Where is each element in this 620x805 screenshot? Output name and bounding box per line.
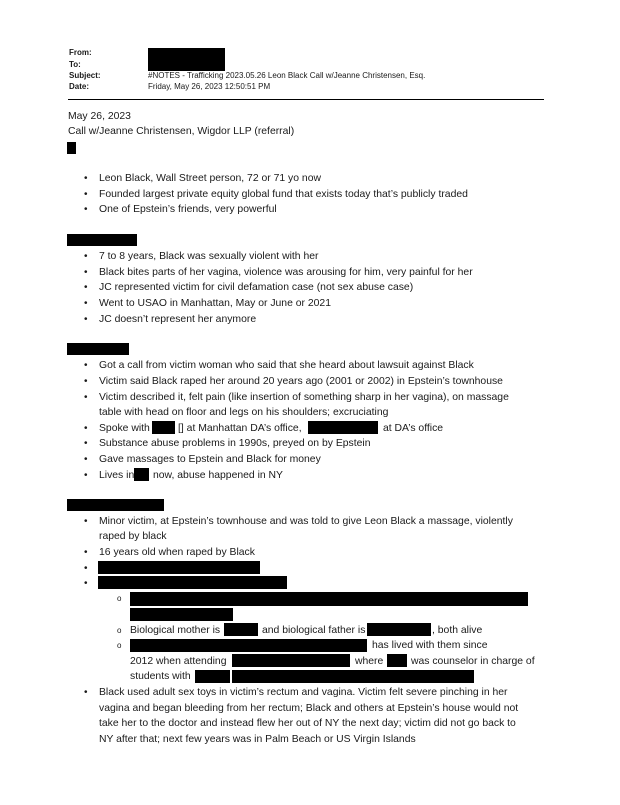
bullet-icon: • bbox=[84, 687, 88, 698]
redaction bbox=[195, 670, 230, 683]
bullet-icon: • bbox=[84, 267, 88, 278]
list-item-part: Spoke with bbox=[99, 423, 150, 434]
sub-item-part: was counselor in charge of bbox=[411, 656, 535, 667]
date-value: Friday, May 26, 2023 12:50:51 PM bbox=[148, 82, 271, 91]
bullet-icon: • bbox=[84, 438, 88, 449]
sub-item-part: students with bbox=[130, 671, 191, 682]
redaction bbox=[98, 576, 287, 589]
sub-item-part: has lived with them since bbox=[372, 640, 488, 651]
sub-item-part: and biological father is bbox=[262, 625, 366, 636]
bullet-icon: • bbox=[84, 578, 88, 589]
redaction bbox=[367, 623, 431, 636]
sub-item-part: Biological mother is bbox=[130, 625, 221, 636]
list-item: JC doesn’t represent her anymore bbox=[99, 314, 257, 325]
list-item-continuation: take her to the doctor and instead flew her out of NY the next day; victim did not go back to bbox=[99, 718, 516, 729]
bullet-icon: • bbox=[84, 516, 88, 527]
redaction bbox=[134, 468, 149, 481]
list-item-part: now, abuse happened in NY bbox=[153, 470, 283, 481]
date-line: May 26, 2023 bbox=[68, 111, 131, 122]
bullet-icon: • bbox=[84, 251, 88, 262]
sub-bullet-icon: o bbox=[117, 594, 122, 603]
bullet-icon: • bbox=[84, 454, 88, 465]
bullet-icon: • bbox=[84, 173, 88, 184]
bullet-icon: • bbox=[84, 547, 88, 558]
from-label: From: bbox=[69, 48, 92, 57]
list-item: Black bites parts of her vagina, violence was arousing for him, very painful for her bbox=[99, 267, 473, 278]
redaction-heading-4 bbox=[67, 499, 164, 511]
call-line: Call w/Jeanne Christensen, Wigdor LLP (referral) bbox=[68, 126, 295, 137]
sub-item-part: 2012 when attending bbox=[130, 656, 227, 667]
redaction bbox=[308, 421, 378, 434]
redaction bbox=[224, 623, 258, 636]
list-item: Got a call from victim woman who said that she heard about lawsuit against Black bbox=[99, 360, 474, 371]
list-item: Victim said Black raped her around 20 years ago (2001 or 2002) in Epstein’s townhouse bbox=[99, 376, 503, 387]
list-item: 16 years old when raped by Black bbox=[99, 547, 255, 558]
redaction bbox=[130, 639, 367, 652]
redaction bbox=[130, 592, 528, 606]
list-item: Went to USAO in Manhattan, May or June or 2021 bbox=[99, 298, 331, 309]
list-item-continuation: table with head on floor and legs on his shoulders; excruciating bbox=[99, 407, 389, 418]
list-item-part: Lives in bbox=[99, 470, 135, 481]
sub-bullet-icon: o bbox=[117, 626, 122, 635]
list-item: Minor victim, at Epstein’s townhouse and was told to give Leon Black a massage, violently bbox=[99, 516, 513, 527]
redaction-heading-2 bbox=[67, 234, 137, 246]
header-divider bbox=[68, 99, 544, 100]
list-item-part: [] at Manhattan DA’s office, bbox=[178, 423, 302, 434]
list-item-continuation: raped by black bbox=[99, 531, 167, 542]
bullet-icon: • bbox=[84, 282, 88, 293]
bullet-icon: • bbox=[84, 204, 88, 215]
bullet-icon: • bbox=[84, 314, 88, 325]
to-label: To: bbox=[69, 60, 81, 69]
list-item: Substance abuse problems in 1990s, preyed on by Epstein bbox=[99, 438, 371, 449]
list-item: Leon Black, Wall Street person, 72 or 71 yo now bbox=[99, 173, 321, 184]
bullet-icon: • bbox=[84, 563, 88, 574]
subject-value: #NOTES - Trafficking 2023.05.26 Leon Black Call w/Jeanne Christensen, Esq. bbox=[148, 71, 426, 80]
list-item: JC represented victim for civil defamation case (not sex abuse case) bbox=[99, 282, 414, 293]
date-label: Date: bbox=[69, 82, 90, 91]
list-item: Gave massages to Epstein and Black for money bbox=[99, 454, 321, 465]
sub-item-part: , both alive bbox=[432, 625, 483, 636]
redaction bbox=[232, 670, 474, 683]
list-item-part: at DA’s office bbox=[383, 423, 444, 434]
redaction bbox=[98, 561, 260, 574]
bullet-icon: • bbox=[84, 470, 88, 481]
bullet-icon: • bbox=[84, 360, 88, 371]
bullet-icon: • bbox=[84, 298, 88, 309]
list-item-continuation: vagina and began bleeding from her rectum; Black and others at Epstein’s house would not bbox=[99, 703, 519, 714]
bullet-icon: • bbox=[84, 376, 88, 387]
redaction bbox=[232, 654, 350, 667]
list-item-continuation: NY after that; next few years was in Palm Beach or US Virgin Islands bbox=[99, 734, 416, 745]
list-item: One of Epstein’s friends, very powerful bbox=[99, 204, 277, 215]
redaction bbox=[130, 608, 233, 621]
list-item: Black used adult sex toys in victim’s rectum and vagina. Victim felt severe pinching in her bbox=[99, 687, 508, 698]
list-item: Founded largest private equity global fund that exists today that’s publicly traded bbox=[99, 189, 468, 200]
sub-bullet-icon: o bbox=[117, 641, 122, 650]
list-item: 7 to 8 years, Black was sexually violent with her bbox=[99, 251, 319, 262]
redaction-heading-1 bbox=[67, 142, 76, 154]
redaction-heading-3 bbox=[67, 343, 129, 355]
bullet-icon: • bbox=[84, 423, 88, 434]
sub-item-part: where bbox=[355, 656, 384, 667]
redaction bbox=[387, 654, 407, 667]
subject-label: Subject: bbox=[69, 71, 101, 80]
list-item: Victim described it, felt pain (like insertion of something sharp in her vagina), on massage bbox=[99, 392, 509, 403]
bullet-icon: • bbox=[84, 189, 88, 200]
redaction-from-to bbox=[148, 48, 225, 71]
redaction bbox=[152, 421, 175, 434]
bullet-icon: • bbox=[84, 392, 88, 403]
